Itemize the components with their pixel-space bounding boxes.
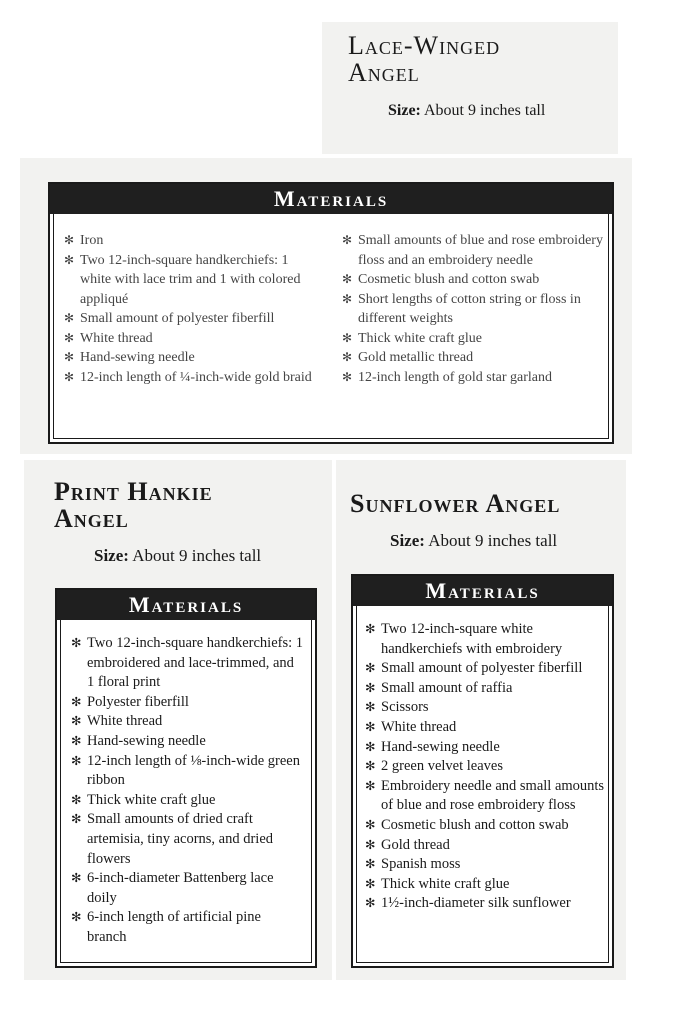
material-item: ✻ Two 12-inch-square white handkerchiefs with embroidery [365, 620, 607, 659]
material-item: ✻ 6-inch-diameter Battenberg lace doily [71, 869, 303, 908]
material-item: ✻ Cosmetic blush and cotton swab [342, 270, 604, 290]
lace-size-label: Size: [388, 102, 421, 119]
material-item: ✻ Two 12-inch-square handkerchiefs: 1 white with lace trim and 1 with colored appliqué [64, 251, 320, 310]
material-item: ✻ 12-inch length of ⅛-inch-wide green ribbon [71, 752, 303, 791]
lace-size-value: About 9 inches tall [424, 102, 546, 119]
material-item: ✻ Small amounts of dried craft artemisia, tiny acorns, and dried flowers [71, 810, 303, 869]
material-item: ✻ Cosmetic blush and cotton swab [365, 816, 607, 836]
print-size [94, 546, 261, 566]
material-item: ✻ 12-inch length of gold star garland [342, 368, 604, 388]
lace-size [388, 102, 545, 120]
lace-materials-heading: Materials [50, 184, 612, 214]
material-item: ✻ Small amount of polyester fiberfill [365, 659, 607, 679]
material-item: ✻ Gold thread [365, 836, 607, 856]
material-item: ✻ Small amount of raffia [365, 679, 607, 699]
print-size-value: About 9 inches tall [132, 546, 262, 565]
sunflower-title: Sunflower Angel [350, 489, 561, 518]
lace-materials-left-list [64, 231, 320, 387]
material-item: ✻ Hand-sewing needle [365, 738, 607, 758]
material-item: ✻ Thick white craft glue [71, 791, 303, 811]
material-item: ✻ Embroidery needle and small amounts of blue and rose embroidery floss [365, 777, 607, 816]
print-title [54, 478, 213, 533]
material-item: ✻ Thick white craft glue [342, 329, 604, 349]
print-materials-box [55, 588, 317, 968]
material-item: ✻ Short lengths of cotton string or floss in different weights [342, 290, 604, 329]
print-size-label: Size: [94, 546, 129, 565]
material-item: ✻ Hand-sewing needle [64, 348, 320, 368]
material-item: ✻ Small amount of polyester fiberfill [64, 309, 320, 329]
lace-title-line1: Lace-Winged [348, 31, 501, 60]
material-item: ✻ Gold metallic thread [342, 348, 604, 368]
material-item: ✻ 6-inch length of artificial pine branch [71, 908, 303, 947]
material-item: ✻ Thick white craft glue [365, 875, 607, 895]
material-item: ✻ White thread [64, 329, 320, 349]
lace-materials-right-list [342, 231, 604, 387]
material-item: ✻ Scissors [365, 698, 607, 718]
material-item: ✻ Two 12-inch-square handkerchiefs: 1 embroidered and lace-trimmed, and 1 floral print [71, 634, 303, 693]
material-item: ✻ 12-inch length of ¼-inch-wide gold braid [64, 368, 320, 388]
material-item: ✻ 1½-inch-diameter silk sunflower [365, 894, 607, 914]
lace-materials-box [48, 182, 614, 444]
sunflower-size-value: About 9 inches tall [428, 531, 558, 550]
print-materials-list [71, 634, 303, 948]
material-item: ✻ Small amounts of blue and rose embroidery floss and an embroidery needle [342, 231, 604, 270]
lace-title-line2: Angel [348, 58, 420, 88]
material-item: ✻ 2 green velvet leaves [365, 757, 607, 777]
sunflower-size-label: Size: [390, 531, 425, 550]
material-item: ✻ Spanish moss [365, 855, 607, 875]
print-title-line2: Angel [54, 504, 129, 534]
sunflower-materials-heading: Materials [353, 576, 612, 606]
sunflower-materials-list [365, 620, 607, 914]
material-item: ✻ White thread [365, 718, 607, 738]
material-item: ✻ Iron [64, 231, 320, 251]
material-item: ✻ White thread [71, 712, 303, 732]
lace-title [348, 32, 500, 87]
sunflower-size [390, 531, 557, 551]
sunflower-materials-box [351, 574, 614, 968]
print-title-line1: Print Hankie [54, 477, 213, 506]
material-item: ✻ Polyester fiberfill [71, 693, 303, 713]
print-materials-heading: Materials [57, 590, 315, 620]
material-item: ✻ Hand-sewing needle [71, 732, 303, 752]
